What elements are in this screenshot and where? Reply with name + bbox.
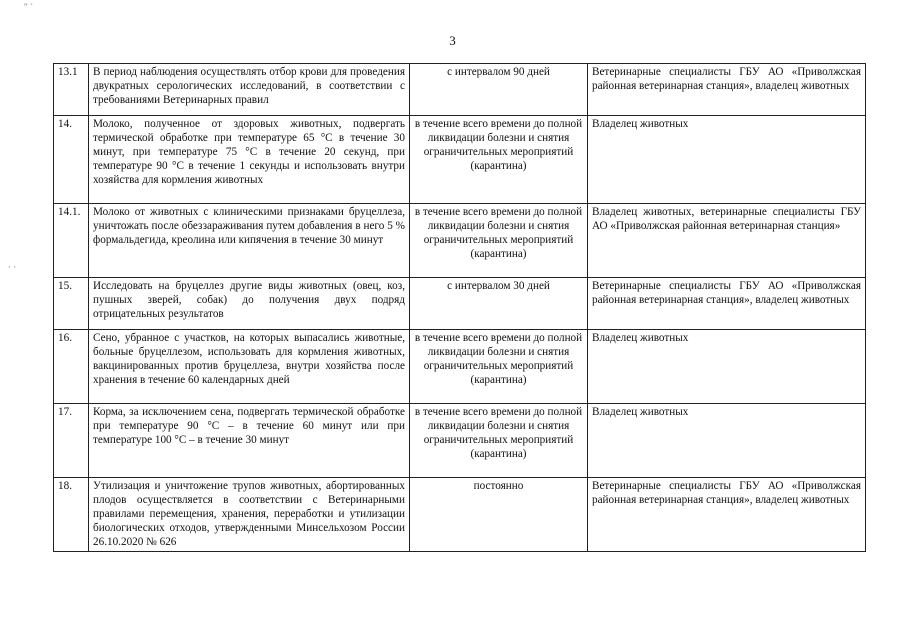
row-number: 14. xyxy=(54,116,89,204)
measure-period: в течение всего времени до полной ликвидации болезни и снятия ограничительных мероприятий (карантина) xyxy=(410,330,588,404)
measure-period: в течение всего времени до полной ликвидации болезни и снятия ограничительных мероприятий (карантина) xyxy=(410,116,588,204)
table-row xyxy=(54,330,866,404)
table-row xyxy=(54,64,866,116)
measure-text: В период наблюдения осуществлять отбор крови для проведения двукратных серологических исследований, в соответствии с требованиями Ветеринарных правил xyxy=(89,64,410,116)
table-row xyxy=(54,204,866,278)
scan-artifact: · · xyxy=(8,262,17,272)
row-number: 17. xyxy=(54,404,89,478)
table-row xyxy=(54,478,866,552)
measures-table xyxy=(53,63,866,552)
row-number: 15. xyxy=(54,278,89,330)
measure-text: Молоко, полученное от здоровых животных, подвергать термической обработке при температуре 65 °С в течение 30 минут, при температуре 75 °С в течение 20 секунд, при температуре 90 °С в течение 1 секунды и использовать внутри хозяйства для кормления животных xyxy=(89,116,410,204)
scan-artifact: ″ ˊ xyxy=(24,2,33,12)
measure-responsible: Ветеринарные специалисты ГБУ АО «Приволжская районная ветеринарная станция», владелец животных xyxy=(588,278,866,330)
measure-text: Молоко от животных с клиническими признаками бруцеллеза, уничтожать после обеззараживания путем добавления в него 5 % формальдегида, креолина или кипячения в течение 30 минут xyxy=(89,204,410,278)
measure-responsible: Ветеринарные специалисты ГБУ АО «Приволжская районная ветеринарная станция», владелец животных xyxy=(588,64,866,116)
row-number: 16. xyxy=(54,330,89,404)
table-row xyxy=(54,404,866,478)
measure-period: постоянно xyxy=(410,478,588,552)
measure-responsible: Владелец животных xyxy=(588,404,866,478)
measure-responsible: Владелец животных xyxy=(588,330,866,404)
measure-period: в течение всего времени до полной ликвидации болезни и снятия ограничительных мероприятий (карантина) xyxy=(410,404,588,478)
row-number: 14.1. xyxy=(54,204,89,278)
measure-text: Сено, убранное с участков, на которых выпасались животные, больные бруцеллезом, использовать для кормления животных, вакцинированных против бруцеллеза, внутри хозяйства после хранения в течение 60 календарных дней xyxy=(89,330,410,404)
row-number: 18. xyxy=(54,478,89,552)
measure-responsible: Владелец животных, ветеринарные специалисты ГБУ АО «Приволжская районная ветеринарная станция» xyxy=(588,204,866,278)
measure-text: Утилизация и уничтожение трупов животных, абортированных плодов осуществляется в соответствии с Ветеринарными правилами перемещения, хранения, переработки и утилизации биологических отходов, утвержденными Минсельхозом России 26.10.2020 № 626 xyxy=(89,478,410,552)
table-row xyxy=(54,278,866,330)
row-number: 13.1 xyxy=(54,64,89,116)
measure-period: с интервалом 90 дней xyxy=(410,64,588,116)
table-row xyxy=(54,116,866,204)
page-number: 3 xyxy=(449,33,456,48)
measure-responsible: Ветеринарные специалисты ГБУ АО «Приволжская районная ветеринарная станция», владелец животных xyxy=(588,478,866,552)
measure-text: Исследовать на бруцеллез другие виды животных (овец, коз, пушных зверей, собак) до получения двух подряд отрицательных результатов xyxy=(89,278,410,330)
measure-text: Корма, за исключением сена, подвергать термической обработке при температуре 90 °С – в течение 60 минут или при температуре 100 °С – в течение 30 минут xyxy=(89,404,410,478)
measure-responsible: Владелец животных xyxy=(588,116,866,204)
measure-period: с интервалом 30 дней xyxy=(410,278,588,330)
measure-period: в течение всего времени до полной ликвидации болезни и снятия ограничительных мероприятий (карантина) xyxy=(410,204,588,278)
